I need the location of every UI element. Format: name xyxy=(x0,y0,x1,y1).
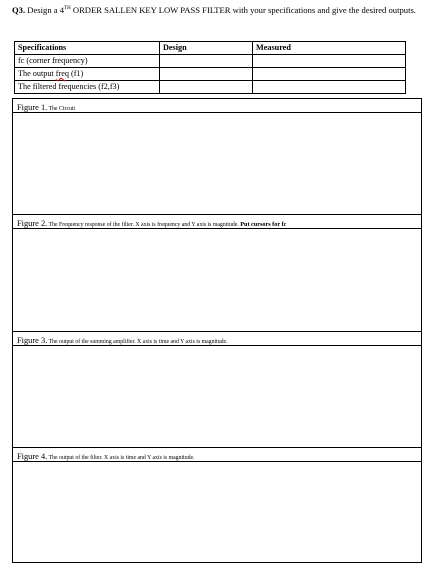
header-design: Design xyxy=(160,42,253,55)
spec-prefix: The output xyxy=(18,69,56,78)
table-row xyxy=(15,81,406,94)
measured-cell[interactable] xyxy=(253,81,406,94)
figure-description-bold: Put cursors for fc xyxy=(240,221,287,228)
design-cell[interactable] xyxy=(160,55,253,68)
design-cell[interactable] xyxy=(160,81,253,94)
spec-cell xyxy=(15,68,160,81)
figure-description xyxy=(47,222,286,228)
spec-cell: fc (corner frequency) xyxy=(15,55,160,68)
figure-content-area xyxy=(13,462,421,563)
question-text-start: Design a 4 xyxy=(25,5,65,15)
question-number: Q3. xyxy=(12,5,26,15)
question-text-end: ORDER SALLEN KEY LOW PASS FILTER with your specifications and give the desired outputs. xyxy=(70,5,416,15)
table-row xyxy=(15,68,406,81)
figure-caption xyxy=(13,332,421,346)
header-measured: Measured xyxy=(253,42,406,55)
question-text xyxy=(12,4,420,17)
figure-description: The output of the summing amplifier. X axis is time and Y axis is magnitude. xyxy=(47,339,228,345)
figure-description: The output of the filter. X axis is time and Y axis is magnitude. xyxy=(47,455,195,461)
figure-caption xyxy=(13,215,421,229)
figure-label: Figure 1. xyxy=(17,103,48,112)
figure-description-text: The Frequency response of the filter. X axis is frequency and Y axis is magnitude. xyxy=(47,222,241,228)
figure-content-area xyxy=(13,346,421,448)
figure-caption xyxy=(13,99,421,113)
spelling-flag: freq xyxy=(55,69,69,78)
figure-label: Figure 3. xyxy=(17,336,48,345)
table-header-row xyxy=(15,42,406,55)
header-specifications: Specifications xyxy=(15,42,160,55)
measured-cell[interactable] xyxy=(253,68,406,81)
spec-suffix: (f1) xyxy=(68,69,84,78)
table-row xyxy=(15,55,406,68)
figure-label: Figure 2. xyxy=(17,219,48,228)
figure-1-box xyxy=(12,98,422,215)
figure-description: The Circuit xyxy=(47,106,76,112)
design-cell[interactable] xyxy=(160,68,253,81)
figure-2-box xyxy=(12,214,422,332)
figure-caption xyxy=(13,448,421,462)
measured-cell[interactable] xyxy=(253,55,406,68)
figure-label: Figure 4. xyxy=(17,452,48,461)
figure-content-area xyxy=(13,113,421,215)
spec-cell: The filtered frequencies (f2,f3) xyxy=(15,81,160,94)
figure-3-box xyxy=(12,331,422,448)
question-superscript: TH xyxy=(64,6,71,12)
figure-content-area xyxy=(13,229,421,332)
specifications-table xyxy=(14,41,406,94)
figure-4-box xyxy=(12,447,422,563)
